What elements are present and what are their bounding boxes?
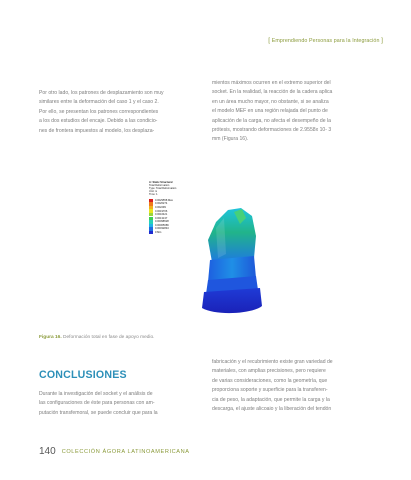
legend-line: Type: Total Deformation — [149, 187, 177, 191]
text-line: de varias consideraciones, como la geometría, que — [212, 377, 328, 384]
header-bracket-close: ] — [381, 37, 383, 44]
legend-swatch — [149, 231, 153, 234]
text-line: cia de peso, la adaptación, que permite la carga y la — [212, 396, 330, 403]
page-number: 140 — [39, 446, 56, 457]
text-line: proporciona soporte y superficie para la transferen- — [212, 387, 328, 394]
right-column-bottom-paragraph — [212, 358, 372, 414]
text-line: nes de frontera impuestos al modelo, los desplaza- — [39, 127, 155, 134]
text-line: mm (Figura 16). — [212, 136, 249, 143]
text-line: socket. En la realidad, la reacción de la cadera aplica — [212, 89, 333, 96]
legend-row — [149, 231, 176, 235]
text-line: descarga, el ajuste alicoaio y la liberación del tendón — [212, 406, 332, 413]
legend-line: Unit: m — [149, 190, 158, 194]
right-column-top-paragraph — [212, 79, 372, 145]
socket-top-region — [208, 208, 256, 262]
legend-value: 0.002299 — [155, 205, 166, 209]
left-column-top-paragraph — [39, 89, 209, 136]
text-line: a los dos estudios del encaje. Debido a las condicio- — [39, 118, 158, 125]
text-line: el modelo MEF en una región relajada del punto de — [212, 108, 328, 115]
text-line: aplicación de la carga, no afecta el desempeño de la — [212, 117, 331, 124]
legend-title: A: Static Structural — [149, 181, 173, 184]
running-header — [268, 37, 383, 44]
text-line: mientos máximos ocurren en el extremo superior del — [212, 80, 331, 86]
legend-line: Time: 1 — [149, 193, 158, 197]
text-line: fabricación y el recubrimiento existe gran variedad de — [212, 359, 333, 365]
text-line: Por ello, se presentan los patrones correspondientes — [39, 108, 159, 115]
legend-value: 0.0016421 — [155, 213, 168, 217]
legend-value: 0.0026274 — [155, 202, 168, 206]
legend-value: 0 Min — [155, 231, 162, 235]
text-line: prótesis, mostrando deformaciones de 2.9558x 10- 3 — [212, 127, 332, 134]
text-line: putación transfemoral, se puede concluir que para la — [39, 409, 158, 416]
header-title: Emprendiendo Personas para la Integración — [271, 38, 380, 44]
caption-label: Figura 16. — [39, 335, 62, 340]
socket-base-region — [202, 288, 262, 313]
text-line: en un área mucho mayor, no obstante, si se analiza — [212, 98, 329, 105]
figure-caption — [39, 335, 154, 340]
legend-scale — [149, 198, 176, 234]
legend-value: 0.0013137 — [155, 216, 168, 220]
text-line: similares entre la deformación del caso 1 y el caso 2. — [39, 99, 159, 106]
legend-value: 0.0029558 Max — [155, 198, 173, 202]
legend-value: 0.0019706 — [155, 209, 168, 213]
collection-name: COLECCIÓN ÁGORA LATINOAMERICANA — [61, 448, 190, 455]
text-line: Por otro lado, los patrones de desplazamiento son muy — [39, 90, 164, 96]
left-column-bottom-paragraph — [39, 390, 209, 418]
text-line: materiales, con amplias precisiones, pero requiere — [212, 368, 326, 375]
deformation-legend — [149, 181, 176, 234]
text-line: Durante la investigación del socket y el análisis de — [39, 391, 153, 397]
text-line: las configuraciones de éste para personas con am- — [39, 400, 155, 407]
legend-value: 0.00032843 — [155, 227, 169, 231]
legend-value: 0.00065686 — [155, 223, 169, 227]
caption-text: Deformación total en fase de apoyo medio. — [61, 335, 155, 340]
page-footer — [39, 446, 190, 457]
section-title: CONCLUSIONES — [39, 369, 127, 381]
legend-line: Total Deformation — [149, 184, 170, 188]
header-bracket-open: [ — [268, 37, 271, 44]
legend-value: 0.00098528 — [155, 220, 169, 224]
